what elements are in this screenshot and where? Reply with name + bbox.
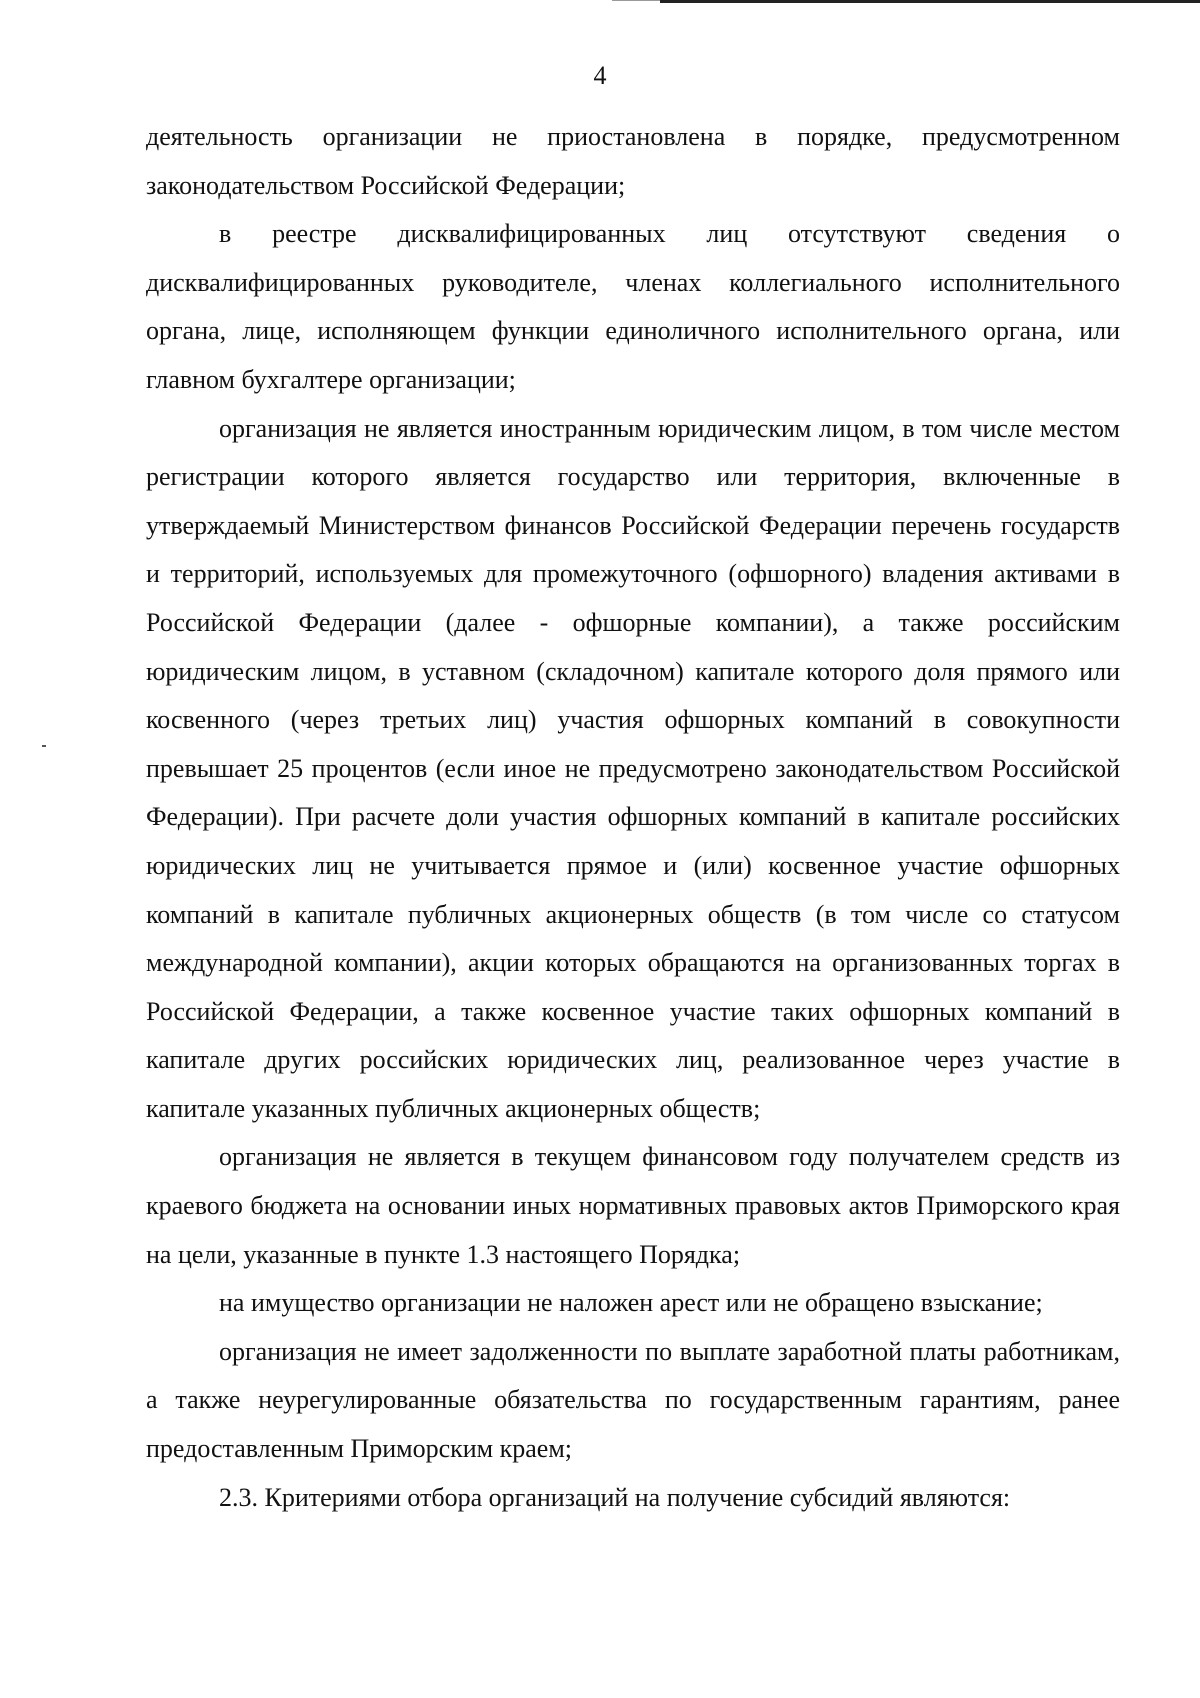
page-number: 4 (593, 61, 607, 90)
paragraph-no-other-subsidy: организация не является в текущем финансовом году получателем средств из краевого бюджета на основании иных нормативных правовых актов Приморского края на цели, указанные в пункте 1.3 настоящего Порядка; (146, 1142, 1120, 1269)
top-scan-line-faint (612, 0, 660, 1)
margin-speck (42, 745, 46, 747)
document-body (146, 113, 1120, 1522)
paragraph-no-arrest: на имущество организации не наложен арест или не обращено взыскание; (219, 1288, 1043, 1318)
paragraph-activity-not-suspended: деятельность организации не приостановлена в порядке, предусмотренном законодательством Российской Федерации; (146, 122, 1120, 200)
paragraph-offshore-companies: организация не является иностранным юридическим лицом, в том числе местом регистрации которого является государство или территория, включенные в утверждаемый Министерством финансов Российской Федерации перечень государств и территорий, используемых для промежуточного (офшорного) владения активами в Российской Федерации (далее - офшорные компании), а также российским юридическим лицом, в уставном (складочном) капитале которого доля прямого или косвенного (через третьих лиц) участия офшорных компаний в совокупности превышает 25 процентов (если иное не предусмотрено законодательством Российской Федерации). При расчете доли участия офшорных компаний в капитале российских юридических лиц не учитывается прямое и (или) косвенное участие офшорных компаний в капитале публичных акционерных обществ (в том числе со статусом международной компании), акции которых обращаются на организованных торгах в Российской Федерации, а также косвенное участие таких офшорных компаний в капитале других российских юридических лиц, реализованное через участие в капитале указанных публичных акционерных обществ; (146, 413, 1120, 1123)
paragraph-disqualified-registry: в реестре дисквалифицированных лиц отсутствуют сведения о дисквалифицированных руководителе, членах коллегиального исполнительного органа, лице, исполняющем функции единоличного исполнительного органа, или главном бухгалтере организации; (146, 219, 1120, 394)
paragraph-no-wage-debt: организация не имеет задолженности по выплате заработной платы работникам, а также неурегулированные обязательства по государственным гарантиям, ранее предоставленным Приморским краем; (146, 1336, 1120, 1464)
paragraph-selection-criteria: 2.3. Критериями отбора организаций на получение субсидий являются: (219, 1482, 1011, 1512)
top-scan-line (660, 0, 1200, 3)
